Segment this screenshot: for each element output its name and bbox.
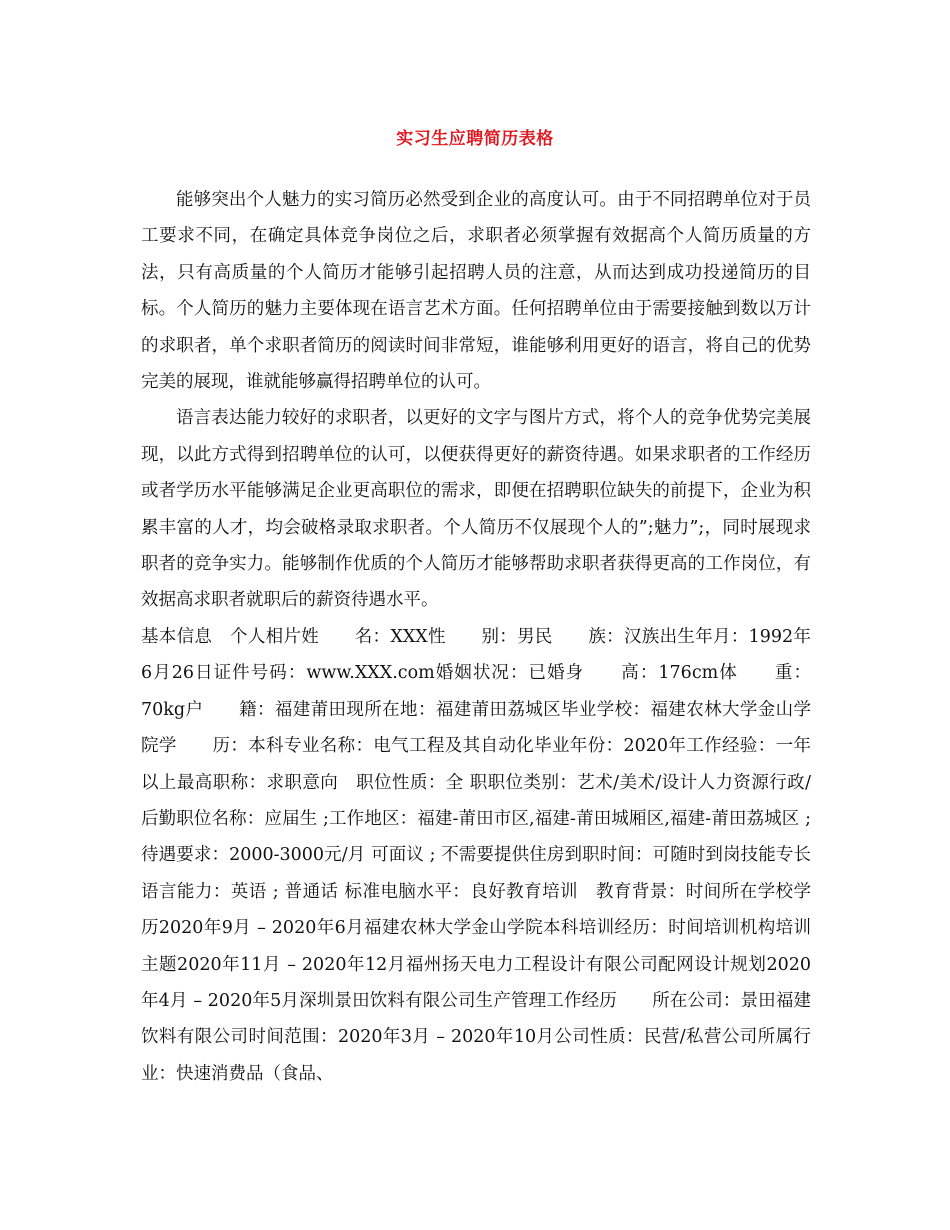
document-title: 实习生应聘简历表格 xyxy=(396,129,554,149)
expression-paragraph: 语言表达能力较好的求职者，以更好的文字与图片方式，将个人的竞争优势完美展现，以此方式得到招聘单位的认可，以便获得更好的薪资待遇。如果求职者的工作经历或者学历水平能够满足企业更高职位的需求，即便在招聘职位缺失的前提下，企业为积累丰富的人才，均会破格录取求职者。个人简历不仅展现个人的”;魅力”;，同时展现求职者的竞争实力。能够制作优质的个人简历才能够帮助求职者获得更高的工作岗位，有效据高求职者就职后的薪资待遇水平。 xyxy=(141,408,811,611)
resume-details-paragraph: 基本信息 个人相片姓 名：XXX性 别：男民 族：汉族出生年月：1992年6月26日证件号码：www.XXX.com婚姻状况：已婚身 高：176cm体 重：70kg户 籍：福建莆田现所在地：福建莆田荔城区毕业学校：福建农林大学金山学院学 历：本科专业名称：电气工程及其自动化毕业年份：2020年工作经验：一年以上最高职称：求职意向 职位性质：全 职职位类别：艺术/美术/设计人力资源行政/后勤职位名称：应届生 ;工作地区：福建-莆田市区,福建-莆田城厢区,福建-莆田荔城区 ;待遇要求：2000-3000元/月 可面议 ; 不需要提供住房到职时间：可随时到岗技能专长 语言能力：英语 ; 普通话 标准电脑水平：良好教育培训 教育背景：时间所在学校学历2020年9月 – 2020年6月福建农林大学金山学院本科培训经历：时间培训机构培训主题2020年11月 – 2020年12月福州扬天电力工程设计有限公司配网设计规划2020年4月 – 2020年5月深圳景田饮料有限公司生产管理工作经历 所在公司：景田福建饮料有限公司时间范围：2020年3月 – 2020年10月公司性质：民营/私营公司所属行业：快速消费品（食品、 xyxy=(141,626,829,1084)
intro-paragraph: 能够突出个人魅力的实习简历必然受到企业的高度认可。由于不同招聘单位对于员工要求不同，在确定具体竞争岗位之后，求职者必须掌握有效据高个人简历质量的方法，只有高质量的个人简历才能够引起招聘人员的注意，从而达到成功投递简历的目标。个人简历的魅力主要体现在语言艺术方面。任何招聘单位由于需要接触到数以万计的求职者，单个求职者简历的阅读时间非常短，谁能够利用更好的语言，将自己的优势完美的展现，谁就能够赢得招聘单位的认可。 xyxy=(141,190,811,393)
document-body xyxy=(141,182,829,1092)
